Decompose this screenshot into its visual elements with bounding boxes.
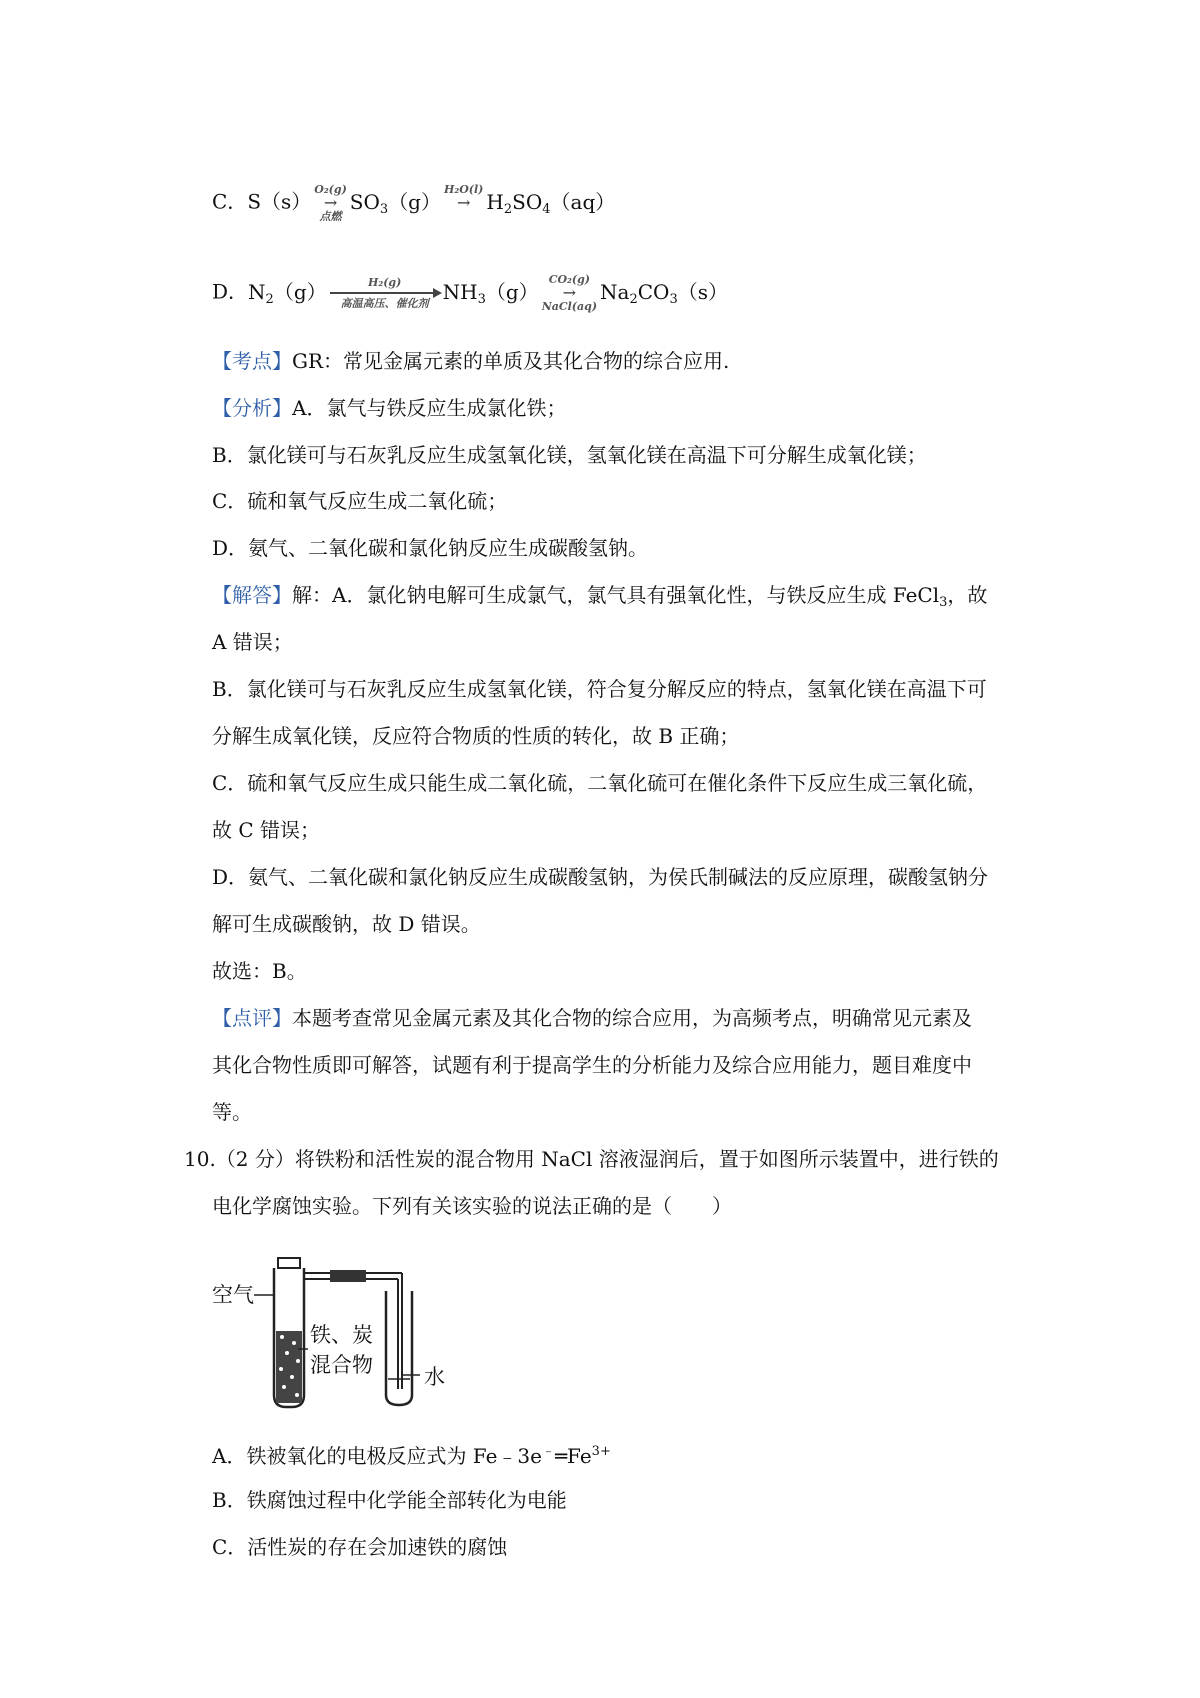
label-air: 空气	[212, 1283, 254, 1307]
jieda-tag: 【解答】	[212, 583, 292, 607]
jieda-b2: 分解生成氧化镁，反应符合物质的性质的转化，故 B 正确；	[212, 724, 740, 748]
question-10-line-2: 电化学腐蚀实验。下列有关该实验的说法正确的是（ ）	[212, 1194, 732, 1218]
h2so4: $H_2SO_4(aq)$	[486, 189, 616, 217]
jieda-d1: D．氨气、二氧化碳和氯化钠反应生成碳酸氢钠，为侯氏制碱法的反应原理，碳酸氢钠分	[212, 865, 989, 889]
jieda-c1: C．硫和氧气反应生成只能生成二氧化硫，二氧化硫可在催化条件下反应生成三氧化硫，	[212, 771, 988, 795]
option-c-equation	[212, 183, 615, 224]
dianping-l3: 等。	[212, 1100, 252, 1124]
fenxi-b: B．氯化镁可与石灰乳反应生成氢氧化镁，氢氧化镁在高温下可分解生成氧化镁；	[212, 443, 927, 467]
arrow-icon: →	[456, 193, 471, 212]
sulfur: S（s）	[247, 189, 312, 214]
fenxi-c: C．硫和氧气反应生成二氧化硫；	[212, 489, 508, 513]
dianping-tag: 【点评】	[212, 1006, 292, 1030]
label-iron-carbon: 铁、炭	[310, 1323, 373, 1347]
arrow-icon	[330, 292, 440, 294]
question-10-line-1: 10.（2 分）将铁粉和活性炭的混合物用 NaCl 溶液湿润后，置于如图所示装置中，进行铁的	[184, 1147, 999, 1171]
kaodian-text: GR：常见金属元素的单质及其化合物的综合应用.	[292, 349, 730, 373]
jieda-b1: B．氯化镁可与石灰乳反应生成氢氧化镁，符合复分解反应的特点，氢氧化镁在高温下可	[212, 677, 987, 701]
kaodian-tag: 【考点】	[212, 349, 292, 373]
jieda-c2: 故 C 错误；	[212, 818, 321, 842]
nh3: $NH_3(g)$	[442, 279, 539, 307]
jieda-answer: 故选：B。	[212, 959, 307, 983]
fenxi-line-a	[212, 394, 566, 422]
arrow-icon: →	[323, 193, 338, 212]
label-water: 水	[424, 1365, 445, 1389]
kaodian-line	[212, 347, 729, 375]
option-c-label: C．	[212, 189, 248, 214]
na2co3: $Na_2CO_3(s)$	[600, 279, 728, 307]
option-b: B．铁腐蚀过程中化学能全部转化为电能	[212, 1488, 567, 1512]
reaction-arrow: O₂(g) → 点燃	[314, 183, 347, 223]
reaction-arrow: CO₂(g) → NaCl(aq)	[541, 273, 598, 313]
option-d-equation	[212, 273, 728, 314]
label-mixture: 混合物	[310, 1353, 373, 1377]
dianping-line-1: 【点评】本题考查常见金属元素及其化合物的综合应用，为高频考点，明确常见元素及	[212, 1006, 972, 1030]
option-d-label: D．	[212, 279, 249, 304]
arrow-icon: →	[562, 283, 577, 302]
dianping-l2: 其化合物性质即可解答，试题有利于提高学生的分析能力及综合应用能力，题目难度中	[212, 1053, 972, 1077]
option-c: C．活性炭的存在会加速铁的腐蚀	[212, 1535, 508, 1559]
reaction-arrow: H₂(g) 高温高压、催化剂	[330, 276, 440, 310]
so3: $SO_3(g)$	[349, 189, 441, 217]
apparatus-figure	[212, 1257, 462, 1412]
jieda-line-1: 【解答】解：A．氯化钠电解可生成氯气，氯气具有强氧化性，与铁反应生成 FeCl$_3$，故	[212, 583, 988, 610]
fenxi-a: A．氯气与铁反应生成氯化铁；	[292, 396, 567, 420]
n2: $N_2(g)$	[248, 279, 327, 307]
option-a: A．铁被氧化的电极反应式为 $Fe﹣3e^﹣═Fe^{3+}$	[212, 1444, 611, 1468]
jieda-d2: 解可生成碳酸钠，故 D 错误。	[212, 912, 481, 936]
fenxi-d: D．氨气、二氧化碳和氯化钠反应生成碳酸氢钠。	[212, 536, 649, 560]
reaction-arrow: H₂O(l) →	[444, 183, 484, 212]
fenxi-tag: 【分析】	[212, 396, 292, 420]
jieda-a2: A 错误；	[212, 630, 293, 654]
